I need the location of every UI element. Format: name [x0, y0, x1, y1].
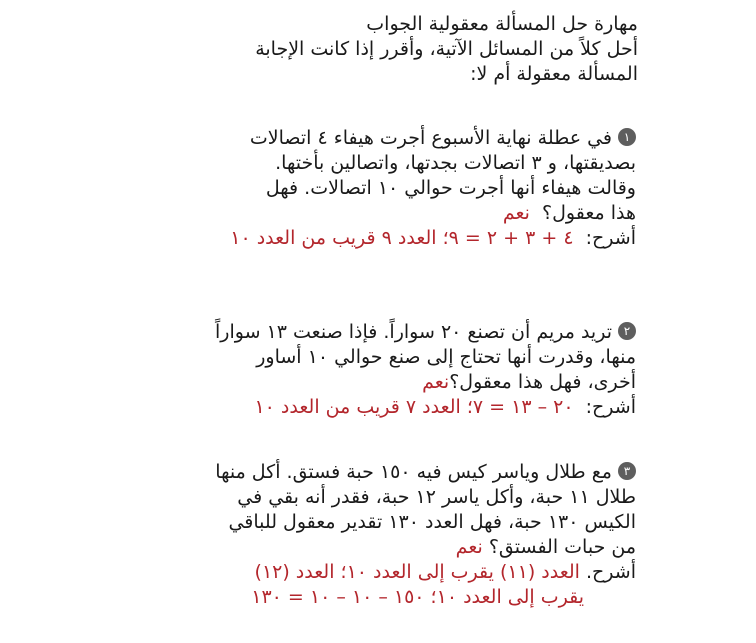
explain-label: أشرح: — [585, 227, 636, 249]
header — [255, 12, 638, 87]
answer-text: نعم — [422, 371, 450, 393]
explain-label: أشرح: — [585, 396, 636, 418]
problem-text-line: ٢تريد مريم أن تصنع ٢٠ سواراً. فإذا صنعت ١٣ سواراً — [215, 320, 636, 345]
problem-text-line: منها، وقدرت أنها تحتاج إلى صنع حوالي ١٠ أساور — [256, 346, 636, 368]
instructions-line-1: أحل كلاً من المسائل الآتية، وأقرر إذا كانت الإجابة — [255, 38, 638, 60]
problem-question-line — [230, 201, 636, 226]
explain-label: أشرح. — [586, 561, 636, 583]
problem-question: هذا معقول؟ — [542, 202, 636, 224]
problem-number-badge: ١ — [618, 128, 636, 146]
problem-text-line: وقالت هيفاء أنها أجرت حوالي ١٠ اتصالات. فهل — [265, 177, 636, 199]
problem-number-badge: ٣ — [618, 462, 636, 480]
page-title: مهارة حل المسألة معقولية الجواب — [366, 13, 638, 35]
problem-text-line: ١في عطلة نهاية الأسبوع أجرت هيفاء ٤ اتصالات — [230, 126, 636, 151]
explanation-text: ٢٠ – ١٣ = ٧؛ العدد ٧ قريب من العدد ١٠ — [254, 396, 574, 418]
problem-question: من حبات الفستق؟ — [488, 536, 636, 558]
instructions-line-2: المسألة معقولة أم لا: — [470, 63, 638, 85]
explanation-line — [215, 395, 636, 420]
problem-text-line: بصديقتها، و ٣ اتصالات بجدتها، واتصالين بأختها. — [275, 152, 636, 174]
problem-2 — [215, 320, 636, 420]
problem-1 — [230, 126, 636, 251]
explanation-line — [230, 226, 636, 251]
answer-text: نعم — [455, 536, 483, 558]
answer-text: نعم — [502, 202, 530, 224]
explanation-text: العدد (١١) يقرب إلى العدد ١٠؛ العدد (١٢) — [254, 561, 580, 583]
explanation-line — [215, 560, 636, 585]
problem-text-line: الكيس ١٣٠ حبة، فهل العدد ١٣٠ تقدير معقول للباقي — [228, 511, 636, 533]
explanation-text: ٤ + ٣ + ٢ = ٩؛ العدد ٩ قريب من العدد ١٠ — [230, 227, 574, 249]
problem-text-line: طلال ١١ حبة، وأكل ياسر ١٢ حبة، فقدر أنه بقي في — [237, 486, 636, 508]
problem-question-line — [215, 535, 636, 560]
problem-question-line — [215, 370, 636, 395]
problem-question: أخرى، فهل هذا معقول؟ — [449, 371, 636, 393]
problem-text-line: ٣مع طلال وياسر كيس فيه ١٥٠ حبة فستق. أكل منها — [215, 460, 636, 485]
explanation-text-continued: يقرب إلى العدد ١٠؛ ١٥٠ – ١٠ – ١٠ = ١٣٠ — [251, 586, 584, 608]
problem-3 — [215, 460, 636, 610]
problem-number-badge: ٢ — [618, 322, 636, 340]
